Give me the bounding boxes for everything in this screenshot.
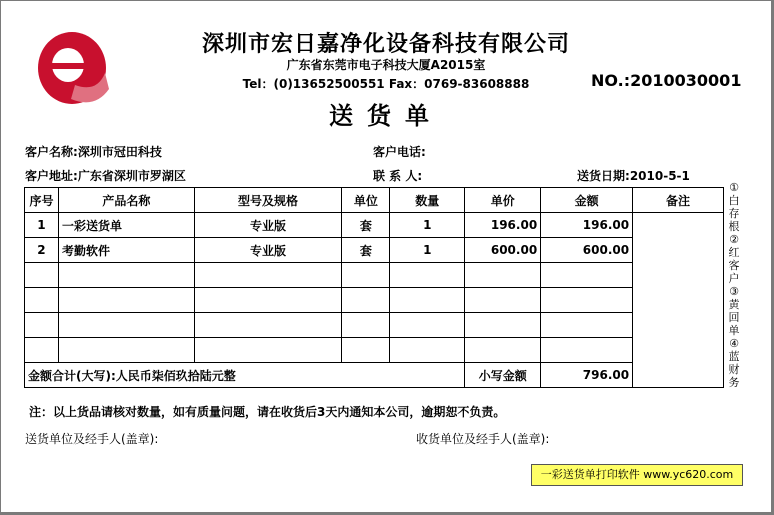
copy-distribution-note: ①白存根②红客户③黄回单④蓝财务 xyxy=(728,181,740,389)
remark-cell xyxy=(633,213,724,388)
cell-qty: 1 xyxy=(390,238,465,263)
receiver-signature-label: 收货单位及经手人(盖章): xyxy=(416,432,550,446)
company-address: 广东省东莞市电子科技大厦A2015室 xyxy=(286,58,486,72)
cell-price: 600.00 xyxy=(465,238,541,263)
cell-qty: 1 xyxy=(390,213,465,238)
cell-unit: 套 xyxy=(342,213,390,238)
col-header-qty: 数量 xyxy=(390,188,465,213)
cell-unit: 套 xyxy=(342,238,390,263)
customer-name-value: 深圳市冠田科技 xyxy=(77,145,162,159)
col-header-remark: 备注 xyxy=(633,188,724,213)
table-row xyxy=(25,338,724,363)
col-header-amount: 金额 xyxy=(541,188,633,213)
col-header-name: 产品名称 xyxy=(58,188,194,213)
footer-note: 注：以上货品请核对数量，如有质量问题，请在收货后3天内通知本公司，逾期恕不负责。 xyxy=(29,405,506,419)
customer-address-field xyxy=(25,167,186,184)
table-row xyxy=(25,213,724,238)
cell-spec: 专业版 xyxy=(194,213,342,238)
small-amount-label: 小写金额 xyxy=(465,363,541,388)
table-row xyxy=(25,288,724,313)
cell-price: 196.00 xyxy=(465,213,541,238)
document-number: NO.:2010030001 xyxy=(591,71,742,90)
company-name: 深圳市宏日嘉净化设备科技有限公司 xyxy=(201,31,570,57)
cell-name: 一彩送货单 xyxy=(58,213,194,238)
customer-name-label: 客户名称: xyxy=(25,145,78,159)
delivery-date-value: 2010-5-1 xyxy=(629,169,690,183)
customer-name-field xyxy=(25,143,162,160)
col-header-price: 单价 xyxy=(465,188,541,213)
items-table xyxy=(24,187,724,388)
total-in-words: 金额合计(大写):人民币柒佰玖拾陆元整 xyxy=(25,363,465,388)
customer-phone-label: 客户电话: xyxy=(373,145,426,159)
total-amount: 796.00 xyxy=(541,363,633,388)
cell-no: 1 xyxy=(25,213,59,238)
delivery-date-field xyxy=(577,167,690,184)
cell-amount: 600.00 xyxy=(541,238,633,263)
cell-amount: 196.00 xyxy=(541,213,633,238)
sender-signature-label: 送货单位及经手人(盖章): xyxy=(25,432,159,446)
cell-spec: 专业版 xyxy=(194,238,342,263)
contact-person-label: 联 系 人: xyxy=(373,169,423,183)
customer-address-value: 广东省深圳市罗湖区 xyxy=(77,169,186,183)
cell-name: 考勤软件 xyxy=(58,238,194,263)
col-header-no: 序号 xyxy=(25,188,59,213)
company-logo-icon xyxy=(35,29,109,107)
col-header-unit: 单位 xyxy=(342,188,390,213)
table-row xyxy=(25,313,724,338)
document-title: 送货单 xyxy=(329,101,443,130)
table-header-row xyxy=(25,188,724,213)
cell-no: 2 xyxy=(25,238,59,263)
customer-address-label: 客户地址: xyxy=(25,169,78,183)
col-header-spec: 型号及规格 xyxy=(194,188,342,213)
delivery-date-label: 送货日期: xyxy=(577,169,630,183)
total-row xyxy=(25,363,724,388)
company-phone: Tel：(0)13652500551 Fax：0769-83608888 xyxy=(242,77,530,91)
software-banner-link[interactable]: 一彩送货单打印软件 www.yc620.com xyxy=(531,464,743,486)
table-row xyxy=(25,238,724,263)
table-row xyxy=(25,263,724,288)
